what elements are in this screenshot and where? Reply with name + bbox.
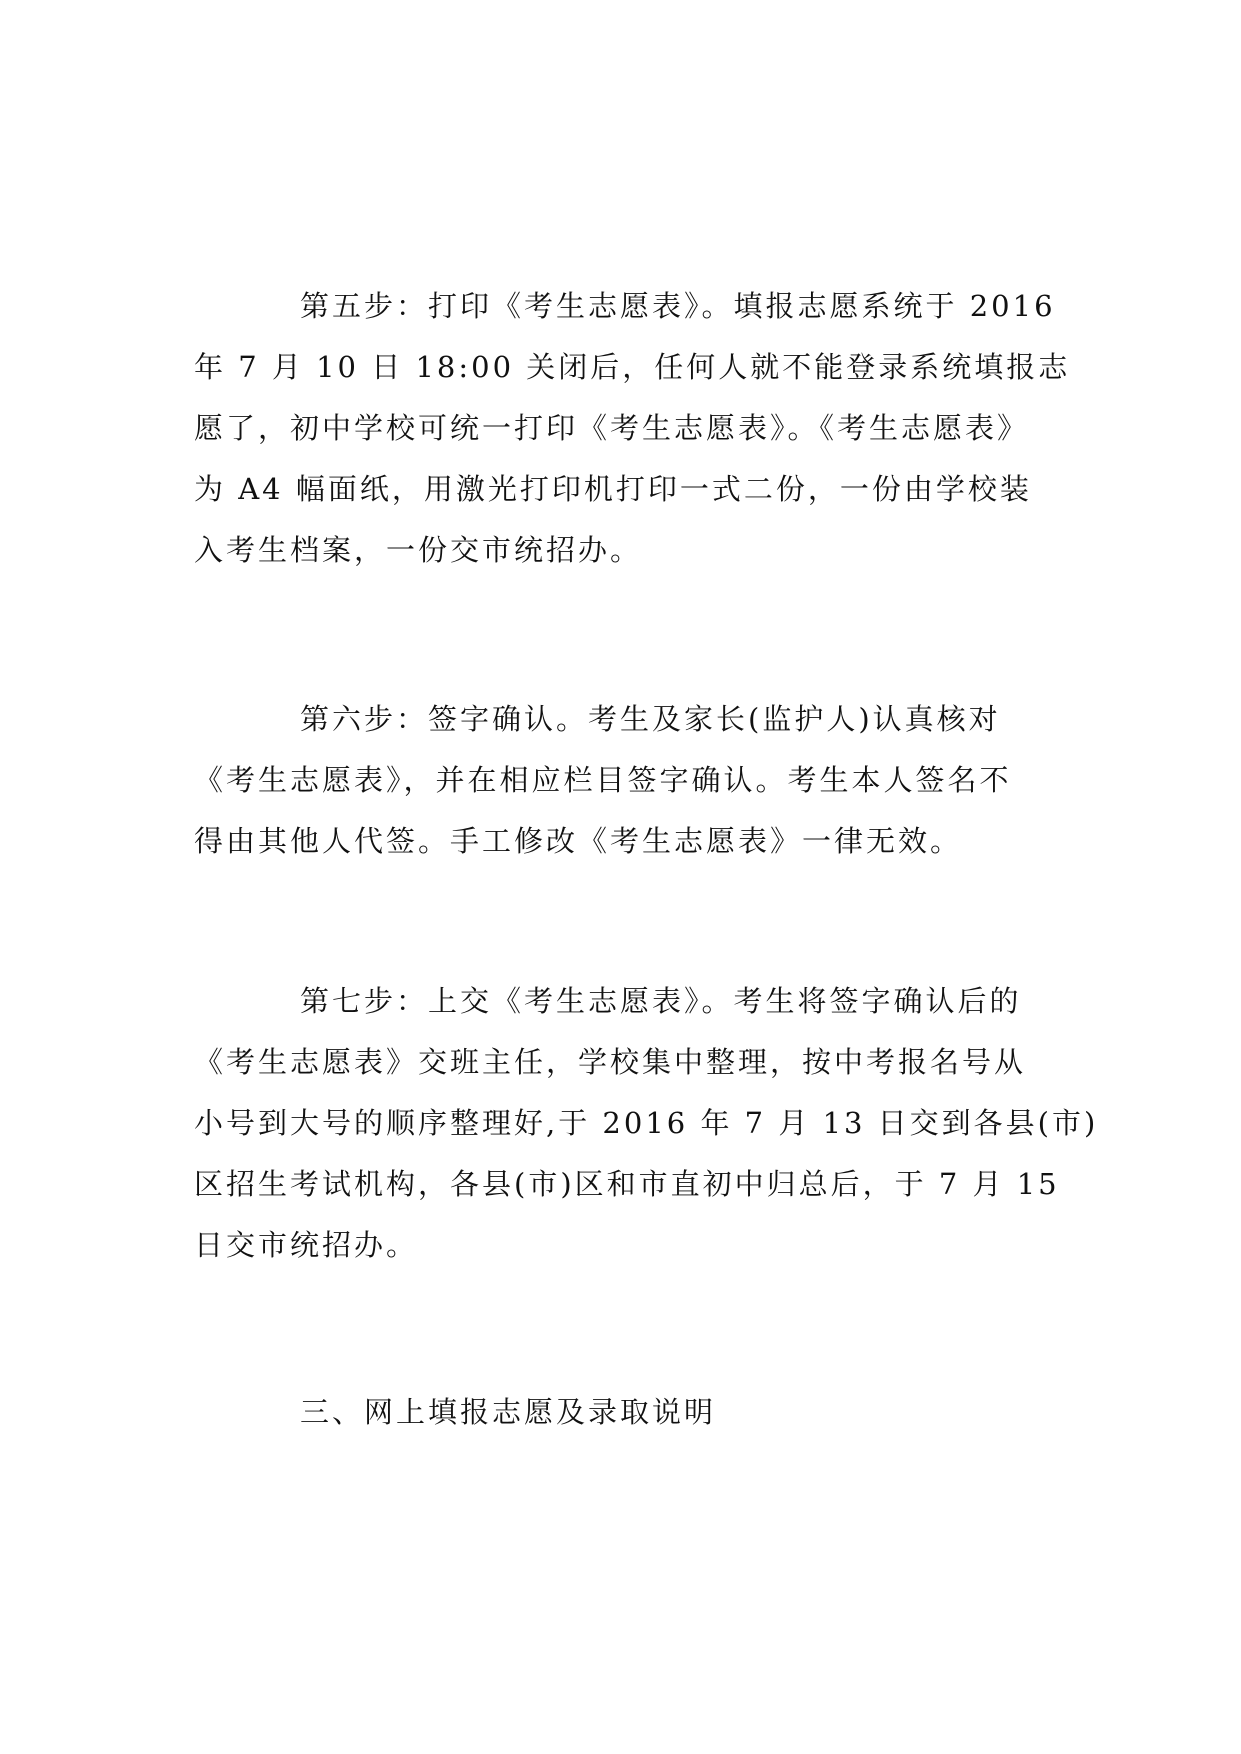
section-heading-text: 三、网上填报志愿及录取说明 bbox=[300, 1395, 717, 1429]
section-heading bbox=[194, 1382, 1054, 1443]
paragraph-line: 区招生考试机构，各县(市)区和市直初中归总后，于 7 月 15 bbox=[194, 1167, 1060, 1201]
paragraph-line: 为 A4 幅面纸，用激光打印机打印一式二份，一份由学校装 bbox=[194, 472, 1032, 506]
paragraph-line: 《考生志愿表》交班主任，学校集中整理，按中考报名号从 bbox=[194, 1045, 1027, 1079]
paragraph-line: 得由其他人代签。手工修改《考生志愿表》一律无效。 bbox=[194, 824, 963, 858]
paragraph-step-6 bbox=[194, 689, 1054, 872]
paragraph-line: 入考生档案，一份交市统招办。 bbox=[194, 533, 643, 567]
paragraph-line: 愿了，初中学校可统一打印《考生志愿表》。《考生志愿表》 bbox=[194, 411, 1030, 445]
paragraph-line: 日交市统招办。 bbox=[194, 1228, 419, 1262]
paragraph-line: 年 7 月 10 日 18:00 关闭后，任何人就不能登录系统填报志 bbox=[194, 350, 1071, 384]
paragraph-line: 小号到大号的顺序整理好,于 2016 年 7 月 13 日交到各县(市) bbox=[194, 1106, 1099, 1140]
paragraph-step-5 bbox=[194, 276, 1071, 581]
paragraph-line: 第六步：签字确认。考生及家长(监护人)认真核对 bbox=[300, 702, 1001, 736]
paragraph-line: 《考生志愿表》，并在相应栏目签字确认。考生本人签名不 bbox=[194, 763, 1012, 797]
paragraph-line: 第五步：打印《考生志愿表》。填报志愿系统于 2016 bbox=[300, 289, 1056, 323]
paragraph-step-7 bbox=[194, 971, 1099, 1276]
paragraph-line: 第七步：上交《考生志愿表》。考生将签字确认后的 bbox=[300, 984, 1022, 1018]
